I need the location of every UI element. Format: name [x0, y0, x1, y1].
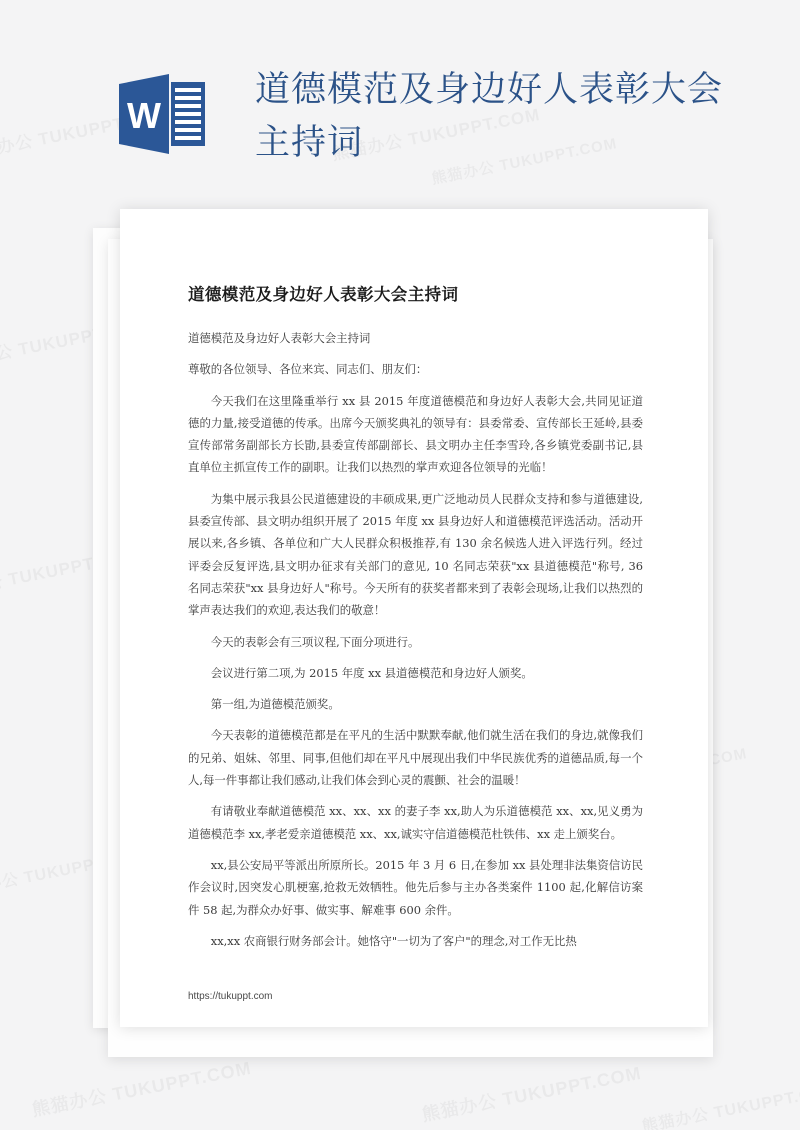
text-fade-mask	[120, 954, 708, 984]
svg-text:W: W	[127, 95, 161, 136]
document-paragraph: 会议进行第二项,为 2015 年度 xx 县道德模范和身边好人颁奖。	[210, 665, 533, 680]
preview-header	[0, 0, 800, 200]
document-paragraph: 尊敬的各位领导、各位来宾、同志们、朋友们：	[188, 362, 428, 377]
page-title: 道德模范及身边好人表彰大会主持词	[255, 70, 724, 162]
source-url-label: https://tukuppt.com	[188, 991, 273, 1002]
document-heading: 道德模范及身边好人表彰大会主持词	[188, 285, 459, 304]
document-paragraph: xx,xx 农商银行财务部会计。她恪守"一切为了客户"的理念,对工作无比热	[210, 933, 577, 948]
document-paragraph: 今天我们在这里隆重举行 xx 县 2015 年度道德模范和身边好人表彰大会,共同见证道德的力量,接受道德的传承。出席今天颁奖典礼的领导有：县委常委、宣传部长王延岭,县委宣传部常务副部长方长勖,县委宣传部副部长、县文明办主任李雪玲,各乡镇党委副书记,县直单位主抓宣传工作的副职。让我们以热烈的掌声欢迎各位领导的光临！	[188, 393, 643, 475]
page-sheet-main[interactable]	[120, 209, 708, 1027]
document-paragraph: 第一组,为道德模范颁奖。	[210, 697, 340, 712]
document-paragraph: xx,县公安局平等派出所原所长。2015 年 3 月 6 日,在参加 xx 县处理非法集资信访民作会议时,因突发心肌梗塞,抢救无效牺牲。他先后参与主办各类案件 1100 起,化解信访案件 58 起,为群众办好事、做实事、解难事 600 余件。	[188, 857, 643, 917]
document-paragraph: 今天的表彰会有三项议程,下面分项进行。	[210, 634, 420, 649]
document-paragraph: 今天表彰的道德模范都是在平凡的生活中默默奉献,他们就生活在我们的身边,就像我们的兄弟、姐妹、邻里、同事,但他们却在平凡中展现出我们中华民族优秀的道德品质,每一个人,每一件事都让我们感动,让我们体会到心灵的震颤、社会的温暖！	[188, 728, 643, 788]
word-document-icon	[113, 66, 209, 162]
document-paragraphs	[188, 327, 643, 961]
document-paragraph: 道德模范及身边好人表彰大会主持词	[188, 331, 371, 345]
document-paragraph: 有请敬业奉献道德模范 xx、xx、xx 的妻子李 xx,助人为乐道德模范 xx、xx,见义勇为道德模范李 xx,孝老爱亲道德模范 xx、xx,诚实守信道德模范杜铁伟、xx 走上颁奖台。	[188, 804, 643, 841]
document-paragraph: 为集中展示我县公民道德建设的丰硕成果,更广泛地动员人民群众支持和参与道德建设,县委宣传部、县文明办组织开展了 2015 年度 xx 县身边好人和道德模范评选活动。活动开展以来,各乡镇、各单位和广大人民群众积极推荐,有 130 余名候选人进入评选行列。经过评委会反复评选,县文明办征求有关部门的意见, 10 名同志荣获"xx 县道德模范"称号, 36 名同志荣获"xx 县身边好人"称号。今天所有的获奖者都来到了表彰会现场,让我们以热烈的掌声表达我们的欢迎,表达我们的敬意！	[188, 491, 643, 618]
document-content	[120, 209, 708, 1027]
